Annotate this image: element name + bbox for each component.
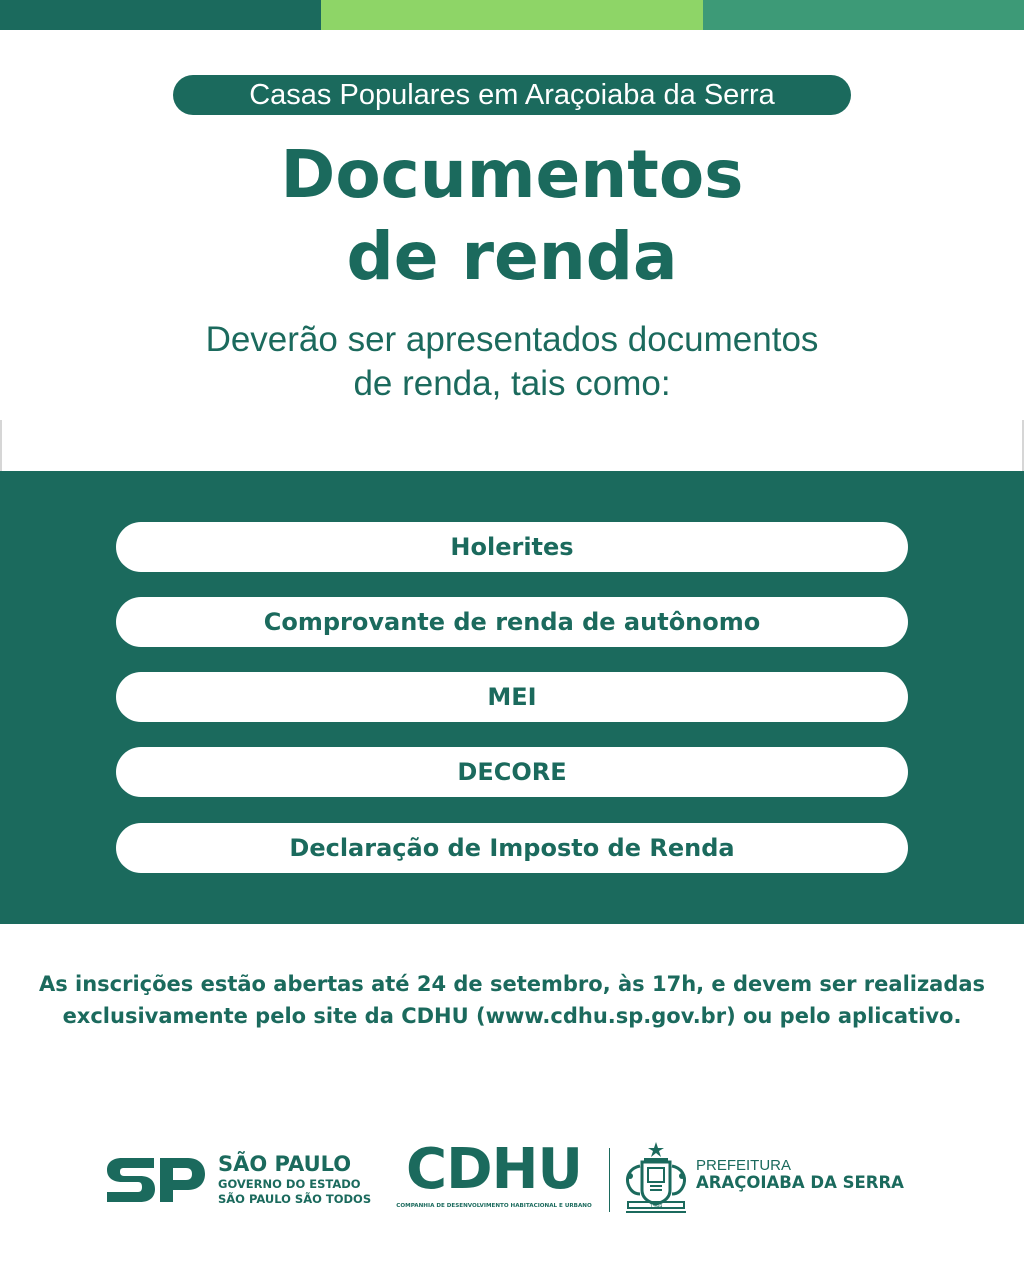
top-bar-segment-dark	[0, 0, 321, 30]
prefeitura-line2: ARAÇOIABA DA SERRA	[696, 1173, 904, 1192]
intro-text	[0, 318, 1024, 406]
top-color-bar	[0, 0, 1024, 30]
cdhu-logo-subtitle: COMPANHIA DE DESENVOLVIMENTO HABITACIONAL E URBANO	[396, 1203, 592, 1209]
top-bar-segment-light	[321, 0, 703, 30]
prefeitura-line1: PREFEITURA	[696, 1157, 792, 1174]
page-title-line1: Documentos	[280, 136, 744, 213]
cdhu-logo	[396, 1137, 592, 1215]
intro-line2: de renda, tais como:	[353, 364, 671, 403]
document-item-mei: MEI	[116, 672, 908, 722]
document-item-holerites: Holerites	[116, 522, 908, 572]
sp-logo-icon	[104, 1154, 208, 1206]
cdhu-logo-word: CDHU	[406, 1137, 582, 1202]
document-item-decore: DECORE	[116, 747, 908, 797]
left-edge-line	[0, 420, 2, 472]
logo-divider	[609, 1148, 610, 1212]
prefeitura-logo	[620, 1140, 920, 1214]
sp-logo-line3: SÃO PAULO SÃO TODOS	[218, 1192, 372, 1206]
page-title	[0, 134, 1024, 298]
header-tag: Casas Populares em Araçoiaba da Serra	[173, 75, 851, 115]
top-bar-segment-mid	[703, 0, 1024, 30]
document-item-declaracao: Declaração de Imposto de Renda	[116, 823, 908, 873]
page-title-line2: de renda	[346, 218, 678, 295]
document-item-comprovante: Comprovante de renda de autônomo	[116, 597, 908, 647]
sp-logo-line2: GOVERNO DO ESTADO	[218, 1177, 361, 1191]
notice-line2: exclusivamente pelo site da CDHU (www.cdhu.sp.gov.br) ou pelo aplicativo.	[62, 1004, 962, 1028]
city-crest-icon	[620, 1140, 692, 1214]
crest-year: 1944	[649, 1203, 663, 1210]
sp-logo-line1: SÃO PAULO	[218, 1152, 352, 1176]
registration-notice	[0, 968, 1024, 1032]
intro-line1: Deverão ser apresentados documentos	[205, 320, 819, 359]
documents-panel	[0, 471, 1024, 924]
sao-paulo-government-logo	[104, 1152, 372, 1210]
notice-line1: As inscrições estão abertas até 24 de setembro, às 17h, e devem ser realizadas	[38, 972, 986, 996]
